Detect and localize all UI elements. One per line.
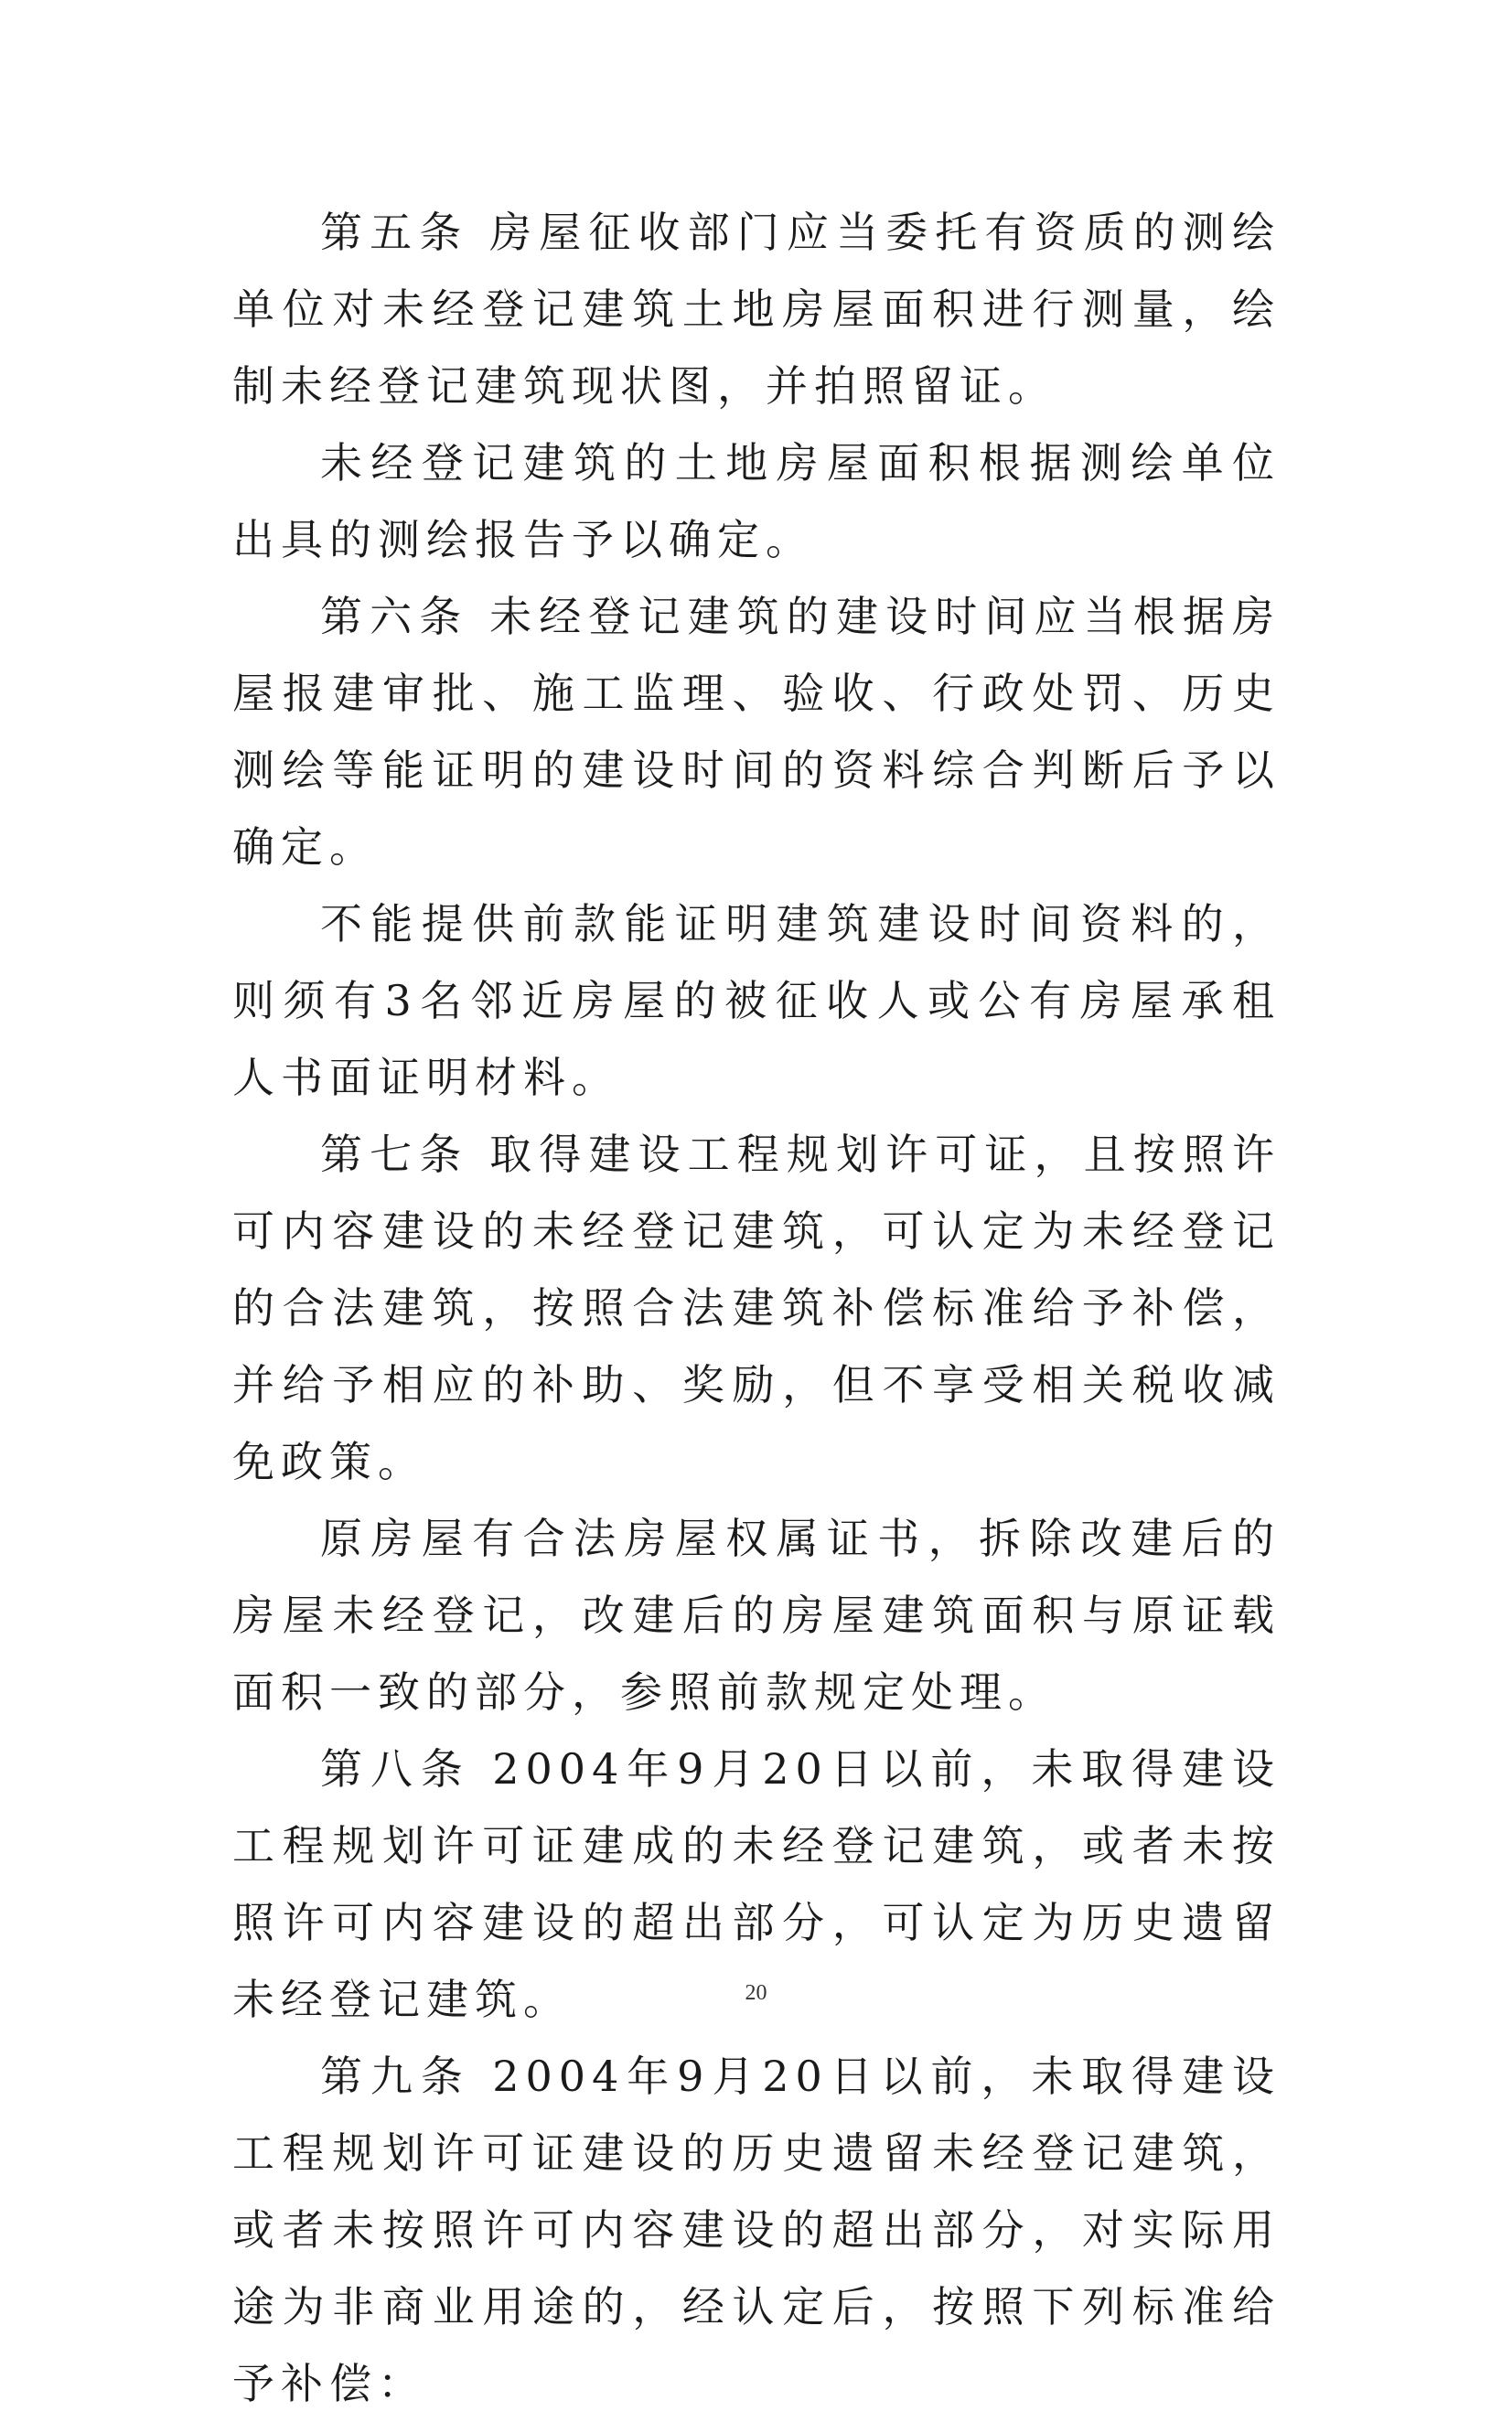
paragraph-article-5: 第五条 房屋征收部门应当委托有资质的测绘单位对未经登记建筑土地房屋面积进行测量，绘制未经登记建筑现状图，并拍照留证。 <box>232 208 1281 411</box>
paragraph-article-9: 第九条 2004年9月20日以前，未取得建设工程规划许可证建设的历史遗留未经登记建筑，或者未按照许可内容建设的超出部分，对实际用途为非商业用途的，经认定后，按照下列标准给予补偿： <box>232 2052 1281 2408</box>
document-body <box>232 194 1281 2422</box>
paragraph-article-8: 第八条 2004年9月20日以前，未取得建设工程规划许可证建成的未经登记建筑，或者未按照许可内容建设的超出部分，可认定为历史遗留未经登记建筑。 <box>232 1744 1281 2024</box>
paragraph-survey-report: 未经登记建筑的土地房屋面积根据测绘单位出具的测绘报告予以确定。 <box>232 438 1281 564</box>
page-number: 20 <box>745 1981 767 2005</box>
paragraph-article-7: 第七条 取得建设工程规划许可证，且按照许可内容建设的未经登记建筑，可认定为未经登记的合法建筑，按照合法建筑补偿标准给予补偿，并给予相应的补助、奖励，但不享受相关税收减免政策。 <box>232 1130 1281 1486</box>
paragraph-rebuild-rule: 原房屋有合法房屋权属证书，拆除改建后的房屋未经登记，改建后的房屋建筑面积与原证载面积一致的部分，参照前款规定处理。 <box>232 1514 1281 1717</box>
paragraph-article-6: 第六条 未经登记建筑的建设时间应当根据房屋报建审批、施工监理、验收、行政处罚、历史测绘等能证明的建设时间的资料综合判断后予以确定。 <box>232 592 1281 872</box>
paragraph-neighbor-proof: 不能提供前款能证明建筑建设时间资料的，则须有3名邻近房屋的被征收人或公有房屋承租人书面证明材料。 <box>232 899 1281 1102</box>
